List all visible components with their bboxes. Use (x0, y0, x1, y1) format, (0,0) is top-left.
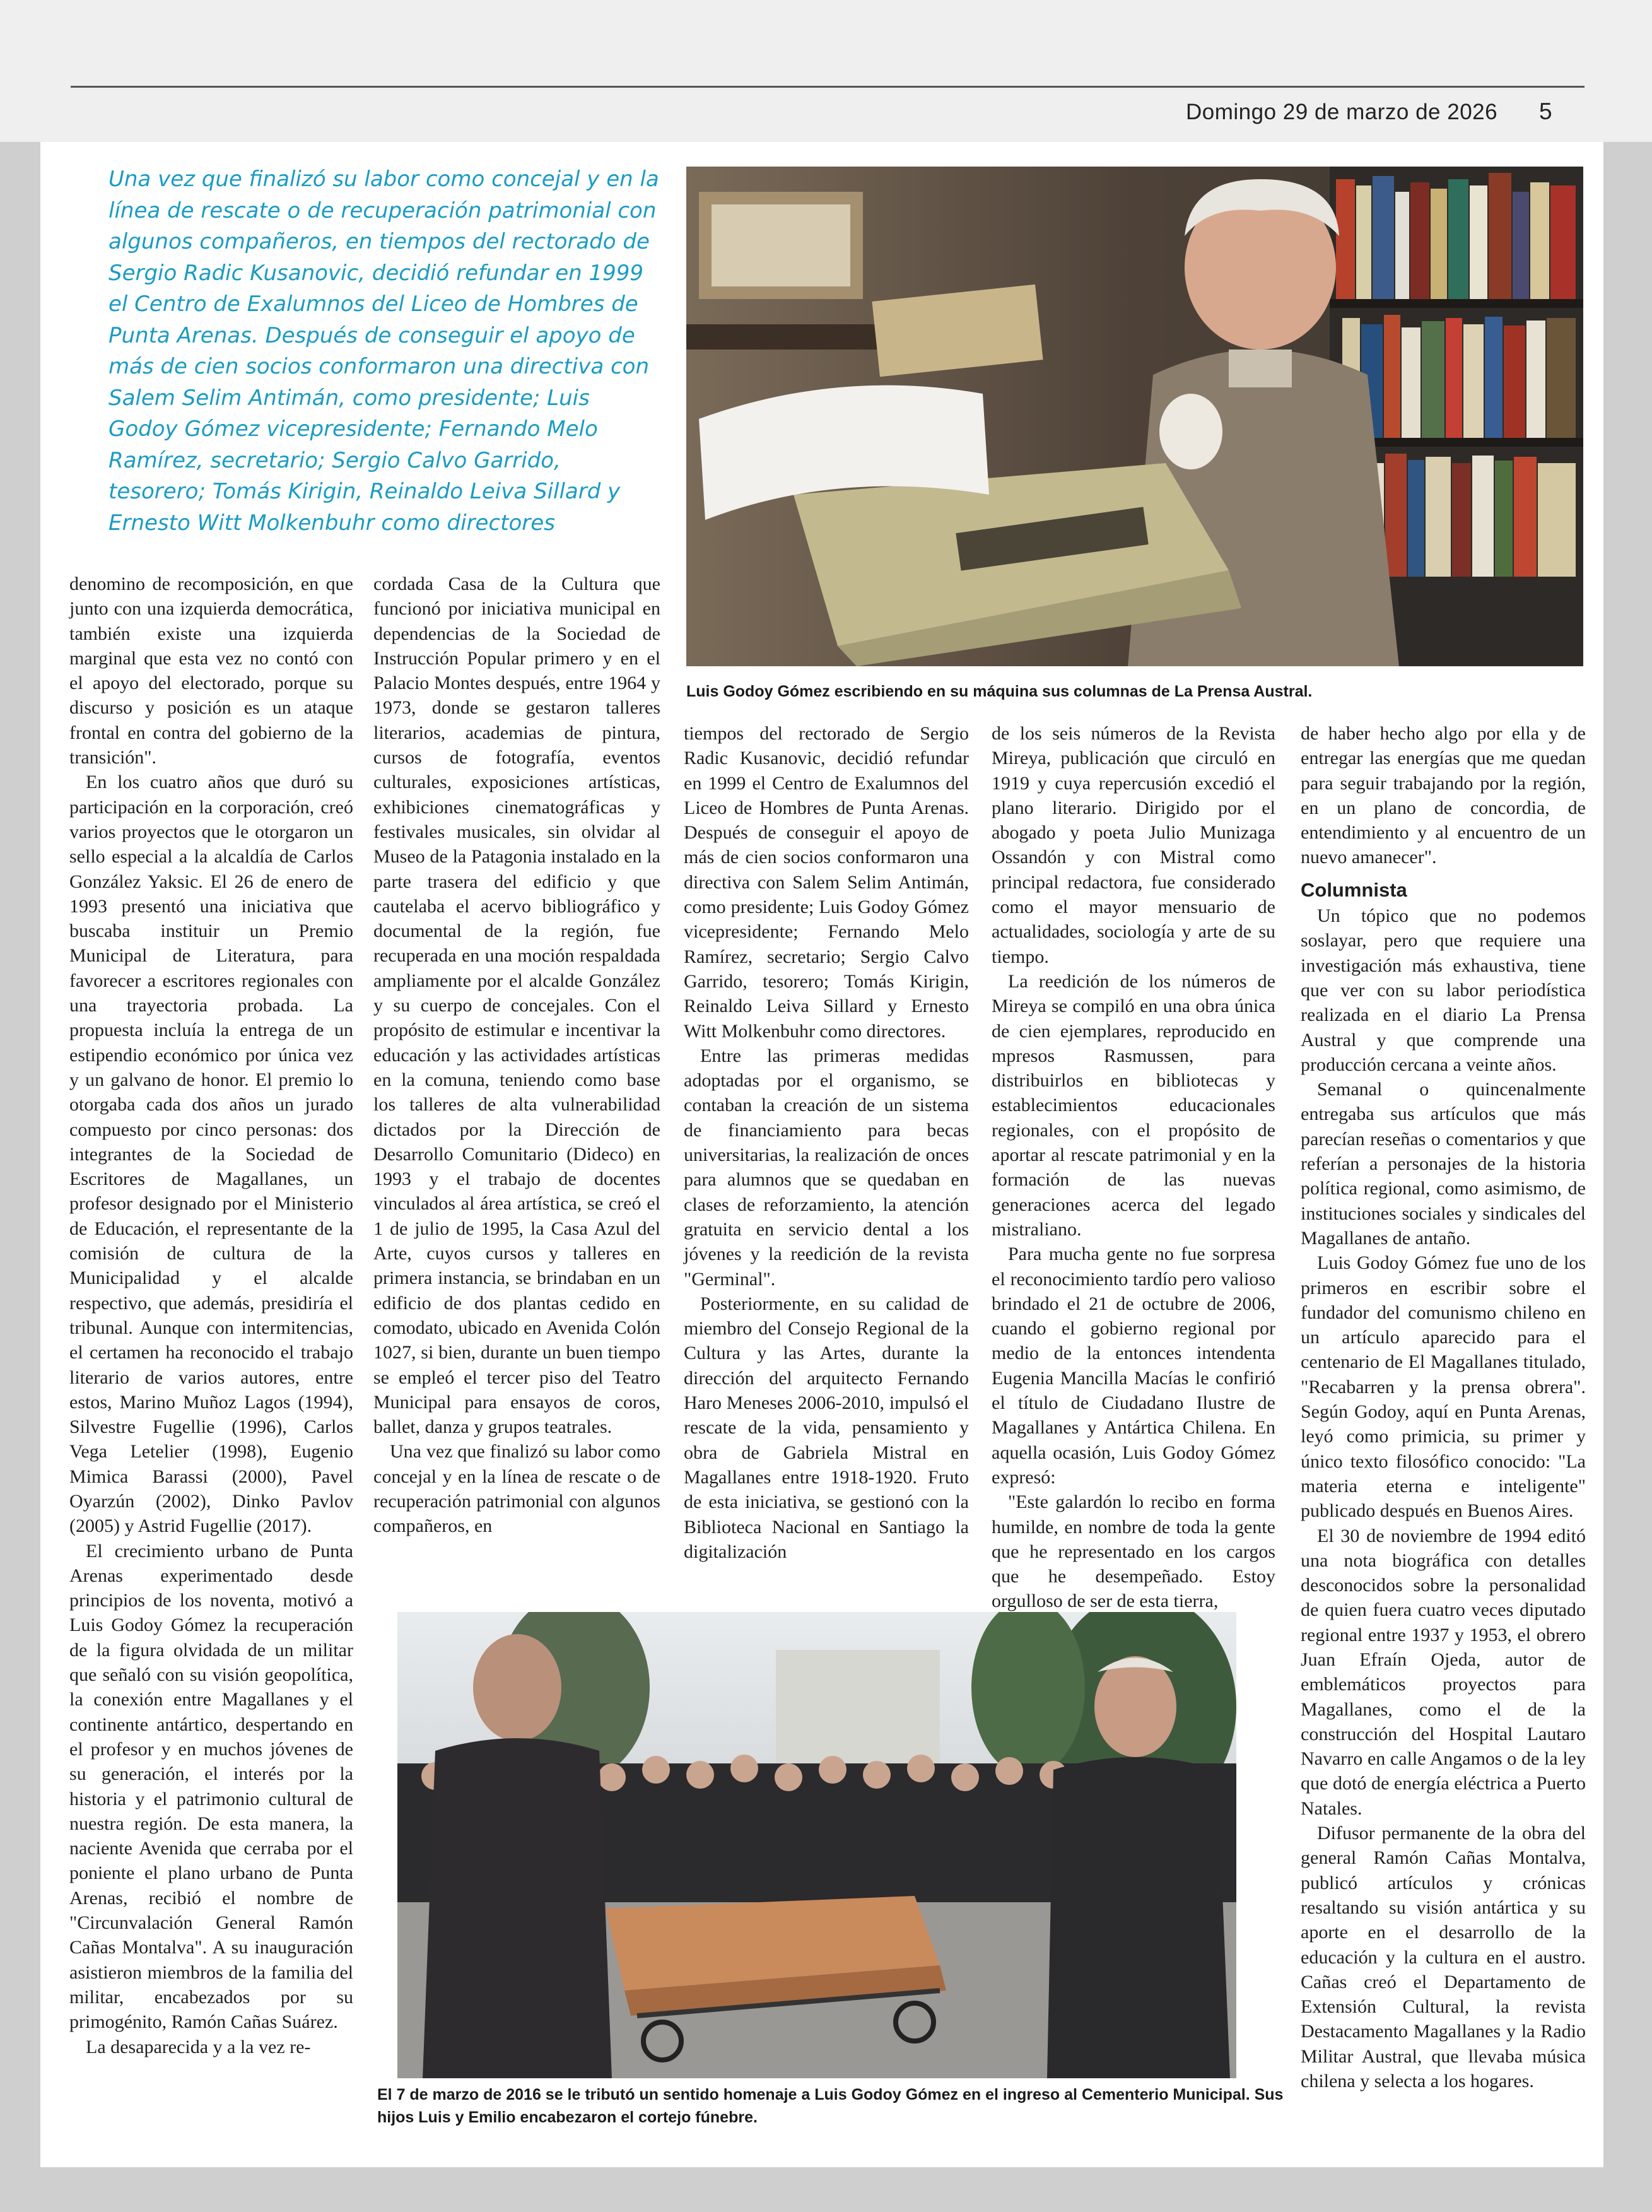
pull-quote: Una vez que finalizó su labor como concejal y en la línea de rescate o de recuperación patrimonial con algunos compañeros, en tiempos del rectorado de Sergio Radic Kusanovic, decidió refundar en 1999 el Centro de Exalumnos del Liceo de Hombres de Punta Arenas. Después de conseguir el apoyo de más de cien socios conformaron una directiva con Salem Selim Antimán, como presidente; Luis Godoy Gómez vicepresidente; Fernando Melo Ramírez, secretario; Sergio Calvo Garrido, tesorero; Tomás Kirigin, Reinaldo Leiva Sillard y Ernesto Witt Molkenbuhr como directores (108, 167, 659, 536)
photo1-caption: Luis Godoy Gómez escribiendo en su máquina sus columnas de La Prensa Austral. (686, 683, 1313, 700)
page-number: 5 (1539, 98, 1552, 124)
article-column-5 (1301, 721, 1586, 2093)
article-column-1 (69, 572, 353, 2059)
paragraph: de haber hecho algo por ella y de entregar las energías que me quedan para seguir trabajando por la región, en un plano de concordia, de entendimiento y al encuentro de un nuevo amanecer". (1301, 723, 1586, 868)
paragraph: Difusor permanente de la obra del general Ramón Cañas Montalva, publicó artículos y crónicas resaltando su visión antártica y su aporte en el desarrollo de la educación y la cultura en el austro. Cañas creó el Departamento de Extensión Cultural, la revista Destacamento Magallanes y la Radio Militar Austral, que llevaba música chilena y selecta a los hogares. (1301, 1823, 1586, 2092)
paragraph: Para mucha gente no fue sorpresa el reconocimiento tardío pero valioso brindado el 21 de octubre de 2006, cuando el gobierno regional por medio de la entonces intendenta Eugenia Mancilla Macías le confirió el título de Ciudadano Ilustre de Magallanes y Antártica Chilena. En aquella ocasión, Luis Godoy Gómez expresó: (992, 1244, 1275, 1488)
paragraph: Posteriormente, en su calidad de miembro del Consejo Regional de la Cultura y las Artes, durante la dirección del arquitecto Fernando Haro Meneses 2006-2010, impulsó el rescate de la vida, pensamiento y obra de Gabriela Mistral en Magallanes entre 1918-1920. Fruto de esta iniciativa, se gestionó con la Biblioteca Nacional en Santiago la digitalización (684, 1293, 969, 1562)
section-heading-columnista: Columnista (1301, 878, 1407, 901)
paragraph: En los cuatro años que duró su participación en la corporación, creó varios proyectos que le otorgaron un sello especial a la alcaldía de Carlos González Yaksic. El 26 de enero de 1993 presentó una iniciativa que buscaba instituir un Premio Municipal de Literatura, para favorecer a escritores regionales con una trayectoria probada. La propuesta incluía la entrega de un estipendio económico por única vez y un galvano de honor. El premio lo otorgaba cada dos años un jurado compuesto por cinco personas: dos integrantes de la Sociedad de Escritores de Magallanes, un profesor designado por el Ministerio de Educación, el representante de la comisión de cultura de la Municipalidad y el alcalde respectivo, que además, presidiría el tribunal. Aunque con intermitencias, el certamen ha reconocido el trabajo literario de varios autores, entre estos, Marino Muñoz Lagos (1994), Silvestre Fugellie (1996), Carlos Vega Letelier (1998), Eugenio Mimica Barassi (2000), Pavel Oyarzún (2002), Dinko Pavlov (2005) y Astrid Fugellie (2017). (69, 772, 353, 1537)
photo2-caption: El 7 de marzo de 2016 se le tributó un sentido homenaje a Luis Godoy Gómez en el ingreso al Cementerio Municipal. Sus hijos Luis y Emilio encabezaron el cortejo fúnebre. (377, 2086, 1284, 2126)
paragraph: El 30 de noviembre de 1994 editó una nota biográfica con detalles desconocidos sobre la personalidad de quien fuera cuatro veces diputado regional entre 1937 y 1953, el obrero Juan Efraín Ojeda, autor de emblemáticos proyectos para Magallanes, como el de la construcción del Hospital Lautaro Navarro en calle Angamos o de la ley que dotó de energía eléctrica a Puerto Natales. (1301, 1525, 1586, 1819)
header-rule (71, 86, 1585, 88)
paragraph: Una vez que finalizó su labor como concejal y en la línea de rescate o de recuperación patrimonial con algunos compañeros, en (373, 1441, 660, 1537)
paragraph: denomino de recomposición, en que junto con una izquierda democrática, también existe una izquierda marginal que esta vez no contó con el apoyo del electorado, porque su discurso y posición es un ataque frontal en contra del gobierno de la transición". (69, 574, 353, 768)
photo-funeral-tribute (397, 1612, 1236, 2078)
paragraph: El crecimiento urbano de Punta Arenas experimentado desde principios de los noventa, motivó a Luis Godoy Gómez la recuperación de la figura olvidada de un militar que señaló con su visión geopolítica, la conexión entre Magallanes y el continente antártico, despertando en el profesor y en muchos jóvenes de su generación, el interés por la historia y el patrimonio cultural de nuestra región. De esta manera, la naciente Avenida que cerraba por el poniente el plano urbano de Punta Arenas, recibió el nombre de "Circunvalación General Ramón Cañas Montalva". A su inauguración asistieron miembros de la familia del militar, encabezados por su primogénito, Ramón Cañas Suárez. (69, 1540, 353, 2033)
photo-writer-typewriter (686, 167, 1583, 666)
article-column-4 (992, 721, 1275, 1614)
photo-writer-illustration (686, 167, 1583, 666)
paragraph: de los seis números de la Revista Mireya, publicación que circuló en 1919 y cuya repercusión excedió el plano literario. Dirigido por el abogado y poeta Julio Munizaga Ossandón y con Mistral como principal redactora, fue considerado como el mayor mensuario de actualidades, sociología y arte de su tiempo. (992, 723, 1275, 967)
paragraph: "Este galardón lo recibo en forma humilde, en nombre de toda la gente que he representado en los cargos que he desempeñado. Estoy orgulloso de ser de esta tierra, (992, 1491, 1275, 1612)
paragraph: Un tópico que no podemos soslayar, pero que requiere una investigación más exhaustiva, tiene que ver con su labor periodística realizada en el diario La Prensa Austral y que comprende una producción cercana a veinte años. (1301, 905, 1586, 1075)
paragraph: tiempos del rectorado de Sergio Radic Kusanovic, decidió refundar en 1999 el Centro de Exalumnos del Liceo de Hombres de Punta Arenas. Después de conseguir el apoyo de más de cien socios conformaron una directiva con Salem Selim Antimán, como presidente; Luis Godoy Gómez vicepresidente; Fernando Melo Ramírez, secretario; Sergio Calvo Garrido, tesorero; Tomás Kirigin, Reinaldo Leiva Sillard y Ernesto Witt Molkenbuhr como directores. (684, 723, 969, 1042)
paragraph: La desaparecida y a la vez re- (86, 2036, 311, 2057)
paragraph: cordada Casa de la Cultura que funcionó por iniciativa municipal en dependencias de la Sociedad de Instrucción Popular primero y en el Palacio Montes después, entre 1964 y 1973, donde se gestaron talleres literarios, academias de pintura, cursos de fotografía, eventos culturales, exposiciones artísticas, exhibiciones cinematográficas y festivales musicales, sin olvidar al Museo de la Patagonia instalado en la parte trasera del edificio y que cautelaba el acervo bibliográfico y documental de la región, fue recuperada en una moción respaldada ampliamente por el alcalde González y su cuerpo de concejales. Con el propósito de estimular e incentivar la educación y las actividades artísticas en la comuna, teniendo como base los talleres de alta vulnerabilidad dictados por la Dirección de Desarrollo Comunitario (Dideco) en 1993 y el trabajo de docentes vinculados al área artística, se creó el 1 de julio de 1995, la Casa Azul del Arte, cuyos cursos y talleres en primera instancia, se brindaban en un edificio de dos plantas cedido en comodato, ubicado en Avenida Colón 1027, si bien, durante un buen tiempo se empleó el tercer piso del Teatro Municipal para ensayos de coros, ballet, danza y grupos teatrales. (373, 574, 660, 1438)
issue-date: Domingo 29 de marzo de 2026 (1186, 100, 1498, 124)
paragraph: Semanal o quincenalmente entregaba sus artículos que más parecían reseñas o comentarios y que referían a personajes de la historia política regional, como asimismo, de instituciones sociales y sindicales del Magallanes de antaño. (1301, 1079, 1586, 1249)
article-column-3 (684, 721, 969, 1564)
paragraph: La reedición de los números de Mireya se compiló en una obra única de cien ejemplares, reproducido en mpresos Rasmussen, para distribuirlos en bibliotecas y establecimientos educacionales regionales, con el propósito de aportar al rescate patrimonial y en la formación de las nuevas generaciones acerca del legado mistraliano. (992, 970, 1275, 1240)
paragraph: Entre las primeras medidas adoptadas por el organismo, se contaban la creación de un sistema de financiamiento para becas universitarias, la realización de onces para alumnos que se quedaban en clases de reforzamiento, la atención gratuita en servicio dental a los jóvenes y la reedición de la revista "Germinal". (684, 1045, 969, 1290)
photo-funeral-illustration (397, 1612, 1236, 2078)
paragraph: Luis Godoy Gómez fue uno de los primeros en escribir sobre el fundador del comunismo chileno en un artículo aparecido para el centenario de El Magallanes titulado, "Recabarren y la prensa obrera". Según Godoy, aquí en Punta Arenas, leyó como primicia, su primer y único texto filosófico conocido: "La materia eterna e inteligente" publicado después en Buenos Aires. (1301, 1252, 1586, 1522)
article-column-2 (373, 572, 660, 1539)
